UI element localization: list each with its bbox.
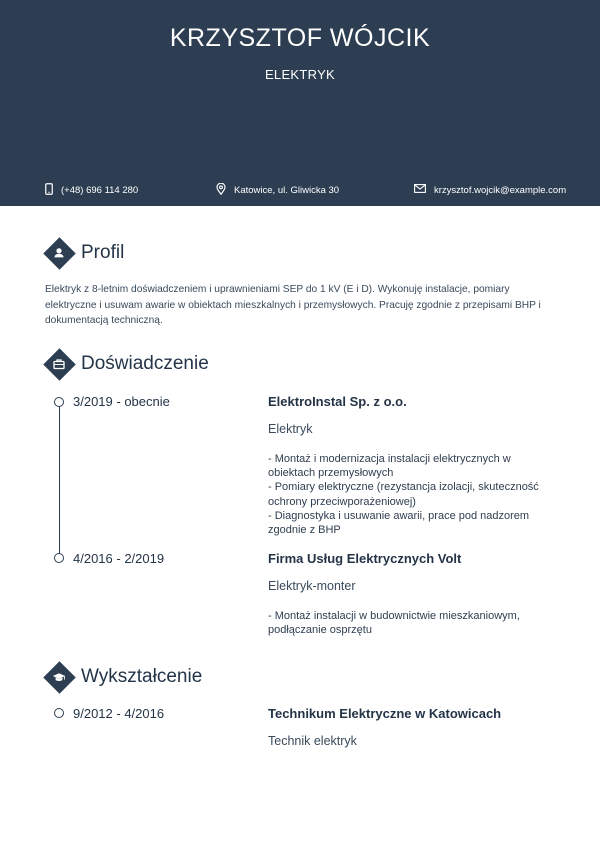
job-title: ELEKTRYK — [264, 67, 336, 82]
experience-duties — [268, 609, 553, 637]
envelope-icon — [414, 184, 426, 196]
timeline-dot — [54, 553, 64, 563]
email-address[interactable]: krzysztof.wojcik@example.com — [434, 184, 567, 196]
duty-item: - Pomiary elektryczne (rezystancja izolacji, skuteczność ochrony przeciwporażeniowej) — [268, 481, 539, 508]
profile-heading: Profil — [81, 242, 125, 263]
header-banner — [0, 0, 600, 206]
education-school: Technikum Elektryczne w Katowicach — [268, 706, 502, 721]
address-text: Katowice, ul. Gliwicka 30 — [234, 184, 340, 196]
experience-role: Elektryk-monter — [268, 579, 356, 593]
duty-item: - Montaż instalacji w budownictwie mieszkaniowym, podłączanie osprzętu — [268, 610, 520, 637]
contact-address — [216, 183, 339, 197]
contact-phone — [45, 183, 138, 197]
user-icon — [43, 237, 75, 269]
graduation-cap-icon — [43, 661, 75, 693]
duty-item: - Diagnostyka i usuwanie awarii, prace pod nadzorem zgodnie z BHP — [268, 509, 530, 537]
experience-role: Elektryk — [268, 422, 313, 436]
experience-timeline-line — [59, 406, 61, 554]
experience-company: ElektroInstal Sp. z o.o. — [268, 394, 407, 409]
profile-section-header — [43, 237, 124, 269]
experience-dates: 4/2016 - 2/2019 — [73, 551, 165, 566]
timeline-dot — [54, 708, 64, 718]
experience-section-header — [43, 348, 209, 380]
education-degree: Technik elektryk — [268, 734, 357, 748]
candidate-name: KRZYSZTOF WÓJCIK — [169, 24, 431, 52]
contact-email — [414, 183, 566, 197]
briefcase-icon — [43, 348, 75, 380]
education-heading: Wykształcenie — [81, 666, 203, 687]
experience-duties — [268, 452, 553, 537]
timeline-dot — [54, 397, 64, 407]
education-dates: 9/2012 - 4/2016 — [73, 706, 165, 721]
profile-summary: Elektryk z 8-letnim doświadczeniem i uprawnieniami SEP do 1 kV (E i D). Wykonuję instalacje, pomiary elektryczne i usuwam awarie w obiektach mieszkalnych i przemysłowych. Pracuję zgodnie z przepisami BHP i dokumentacją techniczną. — [45, 284, 541, 326]
phone-number[interactable]: (+48) 696 114 280 — [61, 184, 139, 196]
experience-heading: Doświadczenie — [81, 353, 209, 374]
mobile-phone-icon — [45, 183, 53, 198]
experience-company: Firma Usług Elektrycznych Volt — [268, 551, 462, 566]
experience-dates: 3/2019 - obecnie — [73, 394, 170, 409]
location-pin-icon — [216, 183, 226, 198]
duty-item: - Montaż i modernizacja instalacji elektrycznych w obiektach przemysłowych — [268, 453, 511, 480]
education-section-header — [43, 661, 202, 693]
